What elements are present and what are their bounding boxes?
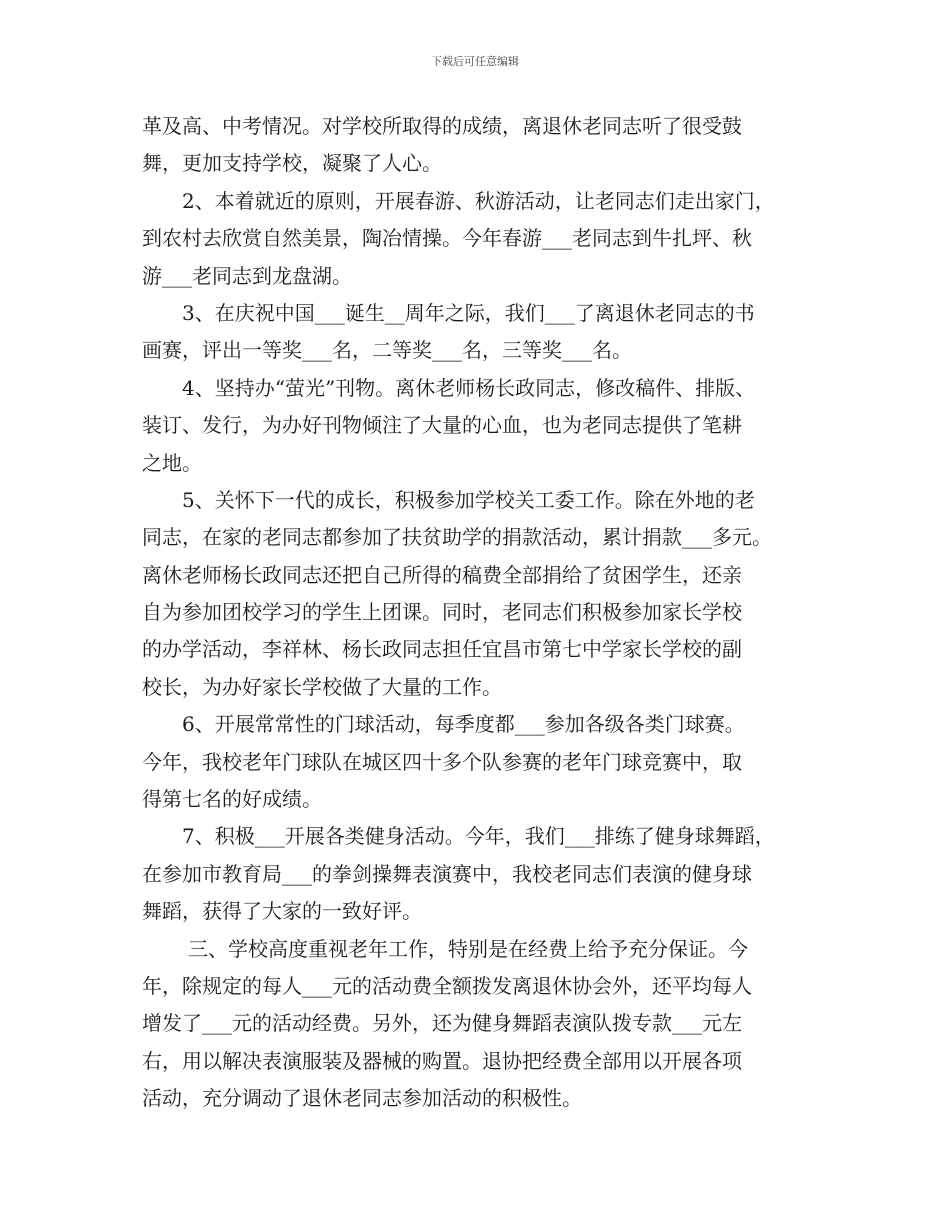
text-line: 的办学活动，李祥林、杨长政同志担任宜昌市第七中学家长学校的副 xyxy=(142,637,742,662)
text-line: 3、在庆祝中国___诞生__周年之际，我们___了离退休老同志的书 xyxy=(182,300,755,325)
text-line: 画赛，评出一等奖___名，二等奖___名，三等奖___名。 xyxy=(142,338,632,363)
text-line: 5、关怀下一代的成长，积极参加学校关工委工作。除在外地的老 xyxy=(182,487,755,512)
text-line: 得第七名的好成绩。 xyxy=(142,787,322,812)
text-line: 年，除规定的每人___元的活动费全额拨发离退休协会外，还平均每人 xyxy=(142,973,752,998)
text-line: 增发了___元的活动经费。另外，还为健身舞蹈表演队拨专款___元左 xyxy=(142,1011,742,1036)
text-line: 三、学校高度重视老年工作，特别是在经费上给予充分保证。今 xyxy=(188,936,748,961)
text-line: 右，用以解决表演服装及器械的购置。退协把经费全部用以开展各项 xyxy=(142,1048,742,1073)
text-line: 之地。 xyxy=(142,450,202,475)
text-line: 今年，我校老年门球队在城区四十多个队参赛的老年门球竞赛中，取 xyxy=(142,749,742,774)
text-line: 游___老同志到龙盘湖。 xyxy=(142,263,352,288)
text-line: 装订、发行，为办好刊物倾注了大量的心血，也为老同志提供了笔耕 xyxy=(142,413,742,438)
text-line: 舞蹈，获得了大家的一致好评。 xyxy=(142,899,422,924)
page-header-note: 下载后可任意编辑 xyxy=(431,55,519,68)
text-line: 活动，充分调动了退休老同志参加活动的积极性。 xyxy=(142,1086,582,1111)
text-line: 到农村去欣赏自然美景，陶冶情操。今年春游___老同志到牛扎坪、秋 xyxy=(142,226,752,251)
text-line: 2、本着就近的原则，开展春游、秋游活动，让老同志们走出家门， xyxy=(182,188,775,213)
text-line: 4、坚持办“萤光”刊物。离休老师杨长政同志，修改稿件、排版、 xyxy=(182,375,756,400)
text-line: 舞，更加支持学校，凝聚了人心。 xyxy=(142,151,442,176)
text-line: 校长，为办好家长学校做了大量的工作。 xyxy=(142,674,502,699)
document-body xyxy=(142,108,842,1118)
text-line: 革及高、中考情况。对学校所取得的成绩，离退休老同志听了很受鼓 xyxy=(142,114,742,138)
text-line: 自为参加团校学习的学生上团课。同时，老同志们积极参加家长学校 xyxy=(142,600,742,625)
text-line: 离休老师杨长政同志还把自己所得的稿费全部捐给了贫困学生，还亲 xyxy=(142,562,742,587)
text-line: 在参加市教育局___的拳剑操舞表演赛中，我校老同志们表演的健身球 xyxy=(142,861,752,886)
text-line: 6、开展常常性的门球活动，每季度都___参加各级各类门球赛。 xyxy=(182,712,745,737)
text-line: 7、积极___开展各类健身活动。今年，我们___排练了健身球舞蹈， xyxy=(182,824,775,849)
text-line: 同志，在家的老同志都参加了扶贫助学的捐款活动，累计捐款___多元。 xyxy=(142,525,772,550)
